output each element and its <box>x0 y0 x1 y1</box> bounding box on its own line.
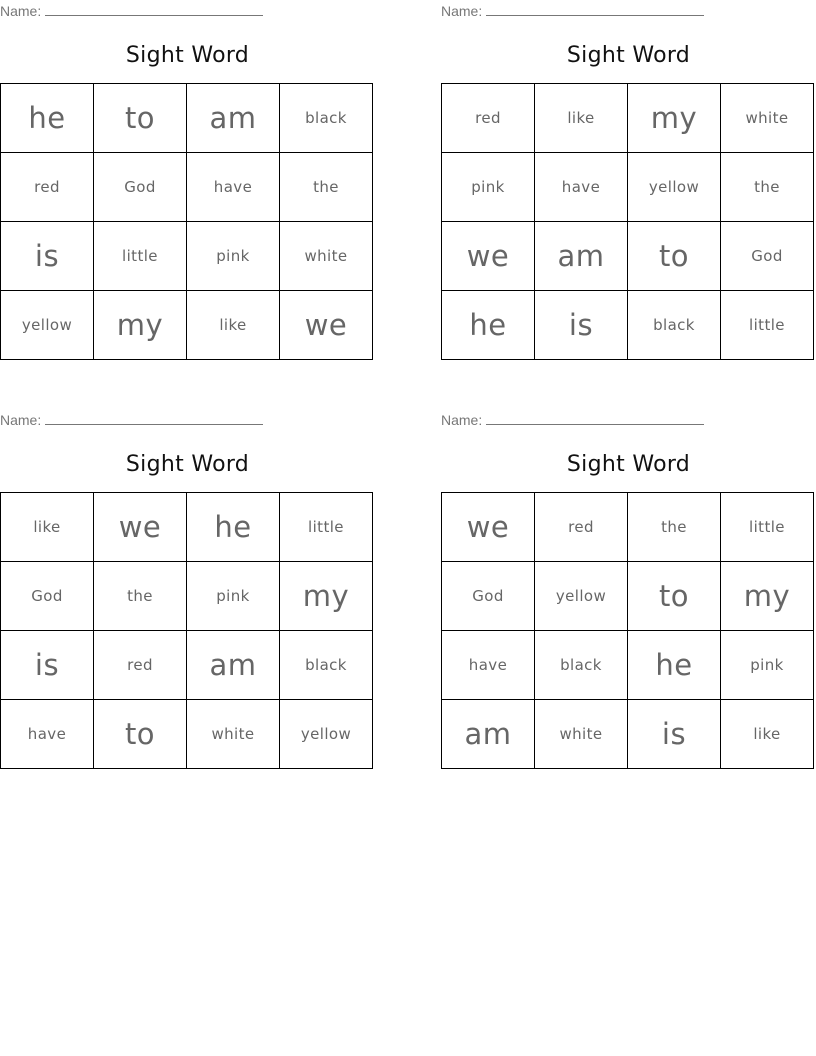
grid-cell: my <box>628 84 721 153</box>
name-label: Name: <box>0 3 42 19</box>
bingo-grid <box>0 492 373 769</box>
grid-cell: yellow <box>280 700 373 769</box>
grid-cell: we <box>94 493 187 562</box>
grid-cell: black <box>535 631 628 700</box>
grid-cell: little <box>94 222 187 291</box>
grid-row <box>442 631 814 700</box>
grid-cell: the <box>280 153 373 222</box>
grid-cell: he <box>442 291 535 360</box>
bingo-card-1 <box>0 0 375 375</box>
grid-cell: little <box>280 493 373 562</box>
grid-cell: red <box>1 153 94 222</box>
grid-row <box>1 631 373 700</box>
name-label: Name: <box>0 412 42 428</box>
grid-cell: yellow <box>1 291 94 360</box>
name-field[interactable] <box>441 411 704 428</box>
grid-cell: to <box>628 222 721 291</box>
grid-cell: God <box>442 562 535 631</box>
grid-cell: white <box>280 222 373 291</box>
name-blank-line[interactable] <box>486 2 704 16</box>
grid-cell: God <box>721 222 814 291</box>
grid-cell: pink <box>187 562 280 631</box>
grid-cell: red <box>94 631 187 700</box>
grid-cell: pink <box>721 631 814 700</box>
name-field[interactable] <box>0 2 263 19</box>
grid-row <box>442 700 814 769</box>
card-title: Sight Word <box>125 452 250 477</box>
card-title: Sight Word <box>566 43 691 68</box>
grid-cell: black <box>628 291 721 360</box>
grid-cell: to <box>94 84 187 153</box>
grid-cell: my <box>721 562 814 631</box>
grid-cell: red <box>535 493 628 562</box>
grid-cell: black <box>280 631 373 700</box>
bingo-grid <box>441 492 814 769</box>
grid-cell: we <box>442 222 535 291</box>
grid-cell: like <box>721 700 814 769</box>
grid-row <box>1 291 373 360</box>
grid-row <box>442 153 814 222</box>
grid-cell: have <box>442 631 535 700</box>
grid-cell: red <box>442 84 535 153</box>
grid-row <box>1 153 373 222</box>
grid-cell: am <box>442 700 535 769</box>
grid-cell: we <box>280 291 373 360</box>
grid-cell: we <box>442 493 535 562</box>
grid-cell: he <box>187 493 280 562</box>
grid-cell: like <box>535 84 628 153</box>
grid-cell: God <box>1 562 94 631</box>
name-label: Name: <box>441 3 483 19</box>
grid-cell: my <box>280 562 373 631</box>
grid-row <box>1 493 373 562</box>
grid-row <box>442 84 814 153</box>
card-title: Sight Word <box>125 43 250 68</box>
grid-row <box>442 222 814 291</box>
grid-cell: white <box>187 700 280 769</box>
name-blank-line[interactable] <box>45 2 263 16</box>
grid-cell: like <box>187 291 280 360</box>
grid-cell: yellow <box>628 153 721 222</box>
grid-cell: the <box>628 493 721 562</box>
grid-cell: little <box>721 291 814 360</box>
grid-cell: God <box>94 153 187 222</box>
grid-cell: pink <box>442 153 535 222</box>
grid-row <box>442 562 814 631</box>
grid-cell: the <box>721 153 814 222</box>
bingo-grid <box>0 83 373 360</box>
grid-row <box>442 291 814 360</box>
grid-cell: my <box>94 291 187 360</box>
grid-cell: he <box>1 84 94 153</box>
grid-cell: is <box>1 631 94 700</box>
name-blank-line[interactable] <box>45 411 263 425</box>
grid-cell: is <box>628 700 721 769</box>
bingo-grid <box>441 83 814 360</box>
grid-row <box>1 222 373 291</box>
grid-cell: white <box>721 84 814 153</box>
grid-cell: am <box>535 222 628 291</box>
grid-cell: am <box>187 84 280 153</box>
grid-row <box>442 493 814 562</box>
grid-cell: he <box>628 631 721 700</box>
grid-cell: black <box>280 84 373 153</box>
grid-row <box>1 84 373 153</box>
grid-cell: little <box>721 493 814 562</box>
bingo-card-4 <box>441 409 816 784</box>
name-field[interactable] <box>0 411 263 428</box>
card-title: Sight Word <box>566 452 691 477</box>
name-field[interactable] <box>441 2 704 19</box>
grid-cell: have <box>1 700 94 769</box>
grid-cell: white <box>535 700 628 769</box>
bingo-card-3 <box>0 409 375 784</box>
bingo-card-2 <box>441 0 816 375</box>
grid-cell: have <box>535 153 628 222</box>
grid-cell: is <box>535 291 628 360</box>
grid-cell: to <box>628 562 721 631</box>
grid-cell: pink <box>187 222 280 291</box>
grid-cell: is <box>1 222 94 291</box>
name-blank-line[interactable] <box>486 411 704 425</box>
grid-cell: am <box>187 631 280 700</box>
name-label: Name: <box>441 412 483 428</box>
grid-cell: have <box>187 153 280 222</box>
grid-cell: to <box>94 700 187 769</box>
grid-cell: the <box>94 562 187 631</box>
grid-row <box>1 562 373 631</box>
grid-row <box>1 700 373 769</box>
grid-cell: yellow <box>535 562 628 631</box>
grid-cell: like <box>1 493 94 562</box>
